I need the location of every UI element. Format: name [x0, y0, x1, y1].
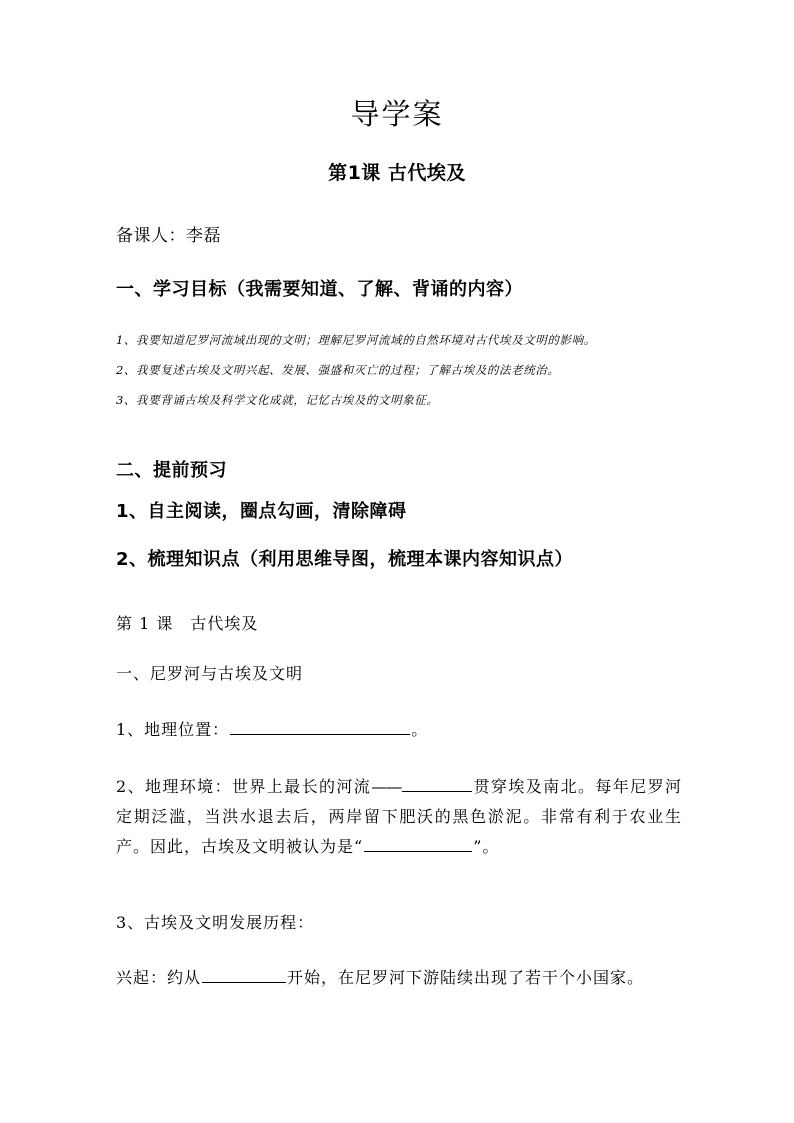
outline-rise-line — [116, 963, 678, 993]
quote-open: “ — [354, 837, 364, 856]
spacer — [173, 609, 190, 639]
preview-step-one: 1、自主阅读，圈点勾画，清除障碍 — [116, 501, 407, 522]
outline-lesson-line — [116, 609, 678, 639]
section-heading-learning-goals: 一、学习目标（我需要知道、了解、背诵的内容） — [116, 279, 523, 300]
em-dash: —— — [371, 777, 402, 796]
rise-suffix: 开始，在尼罗河下游陆续出现了若干个小国家。 — [287, 968, 645, 987]
question-2-middle: 贯穿埃及南北。每年尼罗河定期泛滥，当洪水退去后，两岸留下肥沃的黑色淤泥。非常有利于农业生产。因此，古埃及文明被认为是 — [116, 777, 682, 856]
section-heading-preview: 二、提前预习 — [116, 460, 227, 481]
fill-in-blank[interactable] — [402, 777, 472, 792]
page-title: 导学案 — [350, 97, 444, 131]
quote-close: ” — [473, 837, 483, 856]
outline-question-2 — [116, 772, 682, 862]
fill-in-blank[interactable] — [230, 720, 410, 735]
learning-goal-item: 2、我要复述古埃及文明兴起、发展、强盛和灭亡的过程；了解古埃及的法老统治。 — [116, 363, 560, 377]
question-1-suffix: 。 — [411, 720, 429, 739]
learning-goal-item: 3、我要背诵古埃及科学文化成就，记忆古埃及的文明象征。 — [116, 393, 439, 407]
fill-in-blank[interactable] — [364, 837, 472, 852]
outline-question-1 — [116, 715, 678, 745]
outline-lesson-title: 古代埃及 — [190, 614, 259, 633]
outline-part-one: 一、尼罗河与古埃及文明 — [116, 664, 304, 683]
outline-lesson-label: 第 1 课 — [116, 614, 174, 633]
outline-question-3: 3、古埃及文明发展历程： — [116, 913, 315, 932]
rise-prefix: 兴起：约从 — [116, 968, 202, 987]
question-2-prefix: 2、地理环境：世界上最长的河流 — [116, 777, 372, 796]
byline-prepared-by: 备课人：李磊 — [116, 226, 221, 246]
fill-in-blank[interactable] — [202, 968, 286, 983]
question-1-prefix: 1、地理位置： — [116, 720, 230, 739]
lesson-subtitle: 第1课 古代埃及 — [328, 162, 466, 184]
learning-goal-item: 1、我要知道尼罗河流域出现的文明；理解尼罗河流域的自然环境对古代埃及文明的影响。 — [116, 333, 596, 347]
question-2-suffix: 。 — [482, 837, 500, 856]
preview-step-two: 2、梳理知识点（利用思维导图，梳理本课内容知识点） — [116, 549, 574, 570]
